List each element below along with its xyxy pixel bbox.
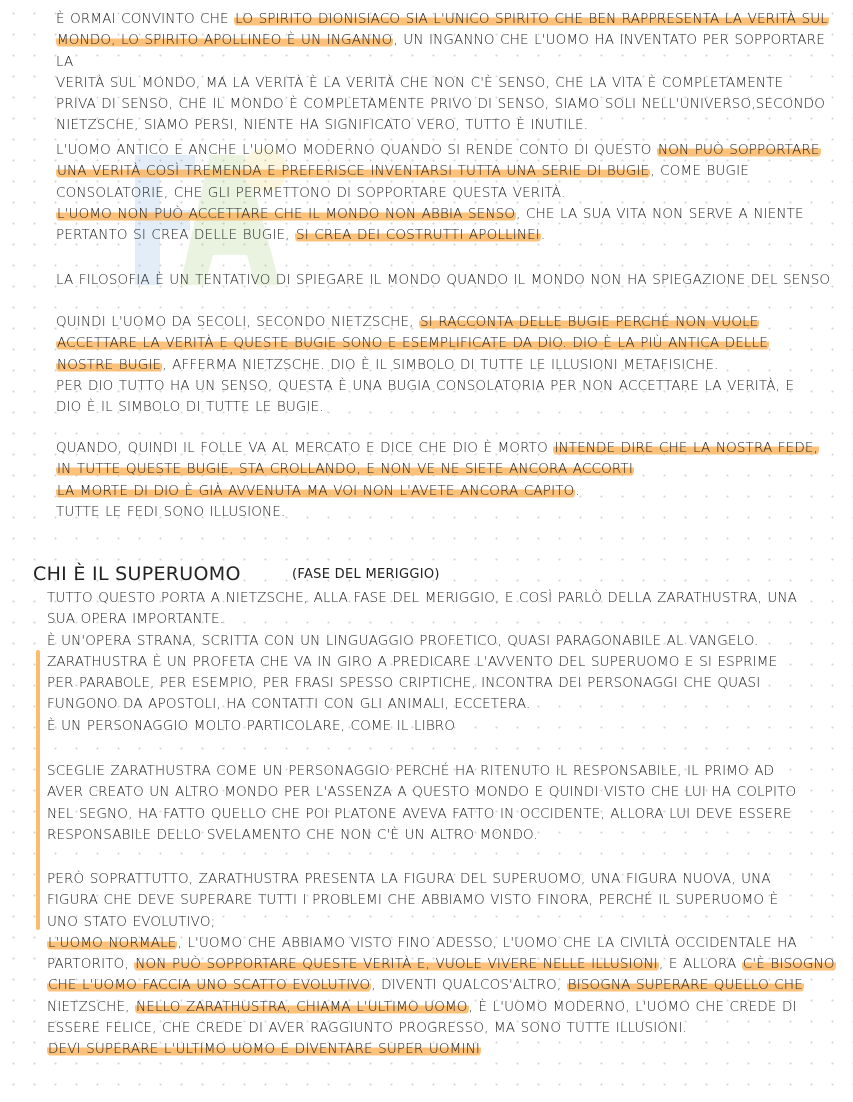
text-line xyxy=(56,333,841,354)
text-line xyxy=(47,1039,837,1060)
highlighted-text: NON PUÒ SOPPORTARE xyxy=(657,142,820,158)
highlighted-text: IN TUTTE QUESTE BUGIE, STA CROLLANDO, E NON VE NE SIETE ANCORA ACCORTI xyxy=(57,461,633,478)
text-line xyxy=(47,716,837,737)
text-line xyxy=(47,825,837,846)
paragraph-8 xyxy=(47,869,837,1061)
highlighted-text: BISOGNA SUPERARE QUELLO CHE xyxy=(567,977,803,994)
text-line xyxy=(56,161,841,182)
highlighted-text: CHE L'UOMO FACCIA UNO SCATTO EVOLUTIVO xyxy=(48,977,371,994)
text-line xyxy=(56,94,841,115)
text-segment: RESPONSABILE DELLO SVELAMENTO CHE NON C'È UN ALTRO MONDO. xyxy=(47,826,538,843)
paragraph-7 xyxy=(47,761,837,846)
text-segment: NIETZSCHE, SIAMO PERSI, NIENTE HA SIGNIFICATO VERO, TUTTO È INUTILE. xyxy=(56,117,589,134)
paragraph-1 xyxy=(56,9,841,137)
text-line xyxy=(56,183,841,204)
text-line xyxy=(56,459,841,480)
text-segment: È UN'OPERA STRANA, SCRITTA CON UN LINGUAGGIO PROFETICO, QUASI PARAGONABILE AL VANGELO. xyxy=(47,632,759,649)
text-line xyxy=(56,225,841,246)
text-line xyxy=(47,869,837,890)
section-title: CHI È IL SUPERUOMO xyxy=(33,563,241,585)
paragraph-2 xyxy=(56,140,841,246)
highlighted-text: NELLO ZARATHUSTRA, CHIAMA L'ULTIMO UOMO xyxy=(136,998,468,1015)
text-line xyxy=(47,954,837,975)
text-line xyxy=(56,397,841,418)
text-line xyxy=(56,376,841,397)
highlighted-text: C'È BISOGNO xyxy=(742,956,835,973)
margin-highlight-bar xyxy=(36,650,40,930)
text-line xyxy=(56,270,841,291)
text-segment: TUTTO QUESTO PORTA A NIETZSCHE, ALLA FASE DEL MERIGGIO, E COSÌ PARLÒ DELLA ZARATHUSTRA, UNA xyxy=(47,590,797,606)
text-line xyxy=(56,502,841,523)
text-segment: , DIVENTI QUALCOS'ALTRO, xyxy=(371,977,567,994)
highlighted-text: UNA VERITÀ COSÌ TREMENDA E PREFERISCE INVENTARSI TUTTA UNA SERIE DI BUGIE xyxy=(57,163,650,180)
paragraph-5 xyxy=(56,438,841,523)
text-line xyxy=(47,804,837,825)
highlighted-text: MONDO, LO SPIRITO APOLLINEO È UN INGANNO xyxy=(57,32,393,49)
section-subtitle: (FASE DEL MERIGGIO) xyxy=(292,567,440,582)
highlighted-text: DEVI SUPERARE L'ULTIMO UOMO E DIVENTARE SUPER UOMINI xyxy=(48,1041,480,1058)
text-segment: , CHE LA SUA VITA NON SERVE A NIENTE xyxy=(516,205,804,222)
text-line xyxy=(56,438,841,459)
text-segment: PARTORITO, xyxy=(47,956,135,973)
text-line xyxy=(56,140,841,161)
text-line xyxy=(47,694,837,715)
highlighted-text: INTENDE DIRE CHE LA NOSTRA FEDE, xyxy=(554,440,819,456)
highlighted-text: L'UOMO NORMALE xyxy=(48,934,177,951)
highlighted-text: NOSTRE BUGIE xyxy=(57,356,162,373)
text-segment: , L'UOMO CHE ABBIAMO VISTO FINO ADESSO, L'UOMO CHE LA CIVILTÀ OCCIDENTALE HA xyxy=(177,934,797,951)
paragraph-3 xyxy=(56,270,841,291)
text-line xyxy=(47,890,837,911)
text-segment: . xyxy=(540,227,546,244)
text-line xyxy=(47,588,837,609)
text-segment: SCEGLIE ZARATHUSTRA COME UN PERSONAGGIO PERCHÉ HA RITENUTO IL RESPONSABILE, IL PRIMO AD xyxy=(47,763,775,779)
highlighted-text: ACCETTARE LA VERITÀ E QUESTE BUGIE SONO E ESEMPLIFICATE DA DIO. DIO È LA PIÙ ANTICA DELLE xyxy=(57,335,768,352)
text-segment: FUNGONO DA APOSTOLI, HA CONTATTI CON GLI ANIMALI, ECCETERA. xyxy=(47,696,531,713)
text-segment: QUINDI L'UOMO DA SECOLI, SECONDO NIETZSCHE, xyxy=(56,314,420,330)
highlighted-text: L'UOMO NON PUÒ ACCETTARE CHE IL MONDO NON ABBIA SENSO xyxy=(57,205,516,222)
text-line xyxy=(47,673,837,694)
text-line xyxy=(56,9,841,30)
text-segment: , UN INGANNO CHE L'UOMO HA INVENTATO PER SOPPORTARE LA xyxy=(56,32,825,70)
text-segment: SUA OPERA IMPORTANTE. xyxy=(47,611,225,628)
text-segment: PER DIO TUTTO HA UN SENSO, QUESTA È UNA BUGIA CONSOLATORIA PER NON ACCETTARE LA VERITÀ, E xyxy=(56,377,795,394)
text-line xyxy=(47,997,837,1018)
text-line xyxy=(47,609,837,630)
text-line xyxy=(47,782,837,803)
text-segment: PERTANTO SI CREA DELLE BUGIE, xyxy=(56,227,296,244)
text-line xyxy=(47,652,837,673)
text-line xyxy=(56,73,841,94)
highlighted-text: NON PUÒ SOPPORTARE QUESTE VERITÀ E, VUOLE VIVERE NELLE ILLUSIONI xyxy=(135,956,658,973)
highlighted-text: LO SPIRITO DIONISIACO SIA L'UNICO SPIRITO CHE BEN RAPPRESENTA LA VERITÀ SUL xyxy=(235,11,828,27)
highlighted-text: LA MORTE DI DIO È GIÀ AVVENUTA MA VOI NON L'AVETE ANCORA CAPITO xyxy=(57,482,575,499)
text-line xyxy=(47,631,837,652)
text-line xyxy=(47,761,837,782)
paragraph-4 xyxy=(56,312,841,418)
text-segment: , E ALLORA xyxy=(658,956,742,973)
text-segment: PRIVA DI SENSO, CHE IL MONDO È COMPLETAMENTE PRIVO DI SENSO, SIAMO SOLI NELL'UNIVERSO,SECONDO xyxy=(56,96,826,113)
text-line xyxy=(47,912,837,933)
text-line xyxy=(56,30,841,73)
text-segment: DIO È IL SIMBOLO DI TUTTE LE BUGIE. xyxy=(56,399,324,416)
text-segment: PER PARABOLE, PER ESEMPIO, PER FRASI SPESSO CRIPTICHE, INCONTRA DEI PERSONAGGI CHE QUASI xyxy=(47,675,761,692)
text-line xyxy=(56,312,841,333)
text-segment: , È L'UOMO MODERNO, L'UOMO CHE CREDE DI xyxy=(468,998,797,1015)
text-segment: , COME BUGIE xyxy=(650,163,749,180)
text-line xyxy=(56,204,841,225)
text-line xyxy=(47,1018,837,1039)
text-segment: NIETZSCHE, xyxy=(47,998,136,1015)
text-segment: FIGURA CHE DEVE SUPERARE TUTTI I PROBLEMI CHE ABBIAMO VISTO FINORA, PERCHÉ IL SUPERUOMO È xyxy=(47,892,779,909)
text-segment: TUTTE LE FEDI SONO ILLUSIONE. xyxy=(56,503,286,520)
text-segment: VERITÀ SUL MONDO, MA LA VERITÀ È LA VERITÀ CHE NON C'È SENSO, CHE LA VITA È COMPLETAMENTE xyxy=(56,74,784,91)
text-line xyxy=(56,481,841,502)
text-segment: LA FILOSOFIA È UN TENTATIVO DI SPIEGARE IL MONDO QUANDO IL MONDO NON HA SPIEGAZIONE DEL SENSO xyxy=(56,272,831,288)
text-line xyxy=(47,933,837,954)
text-segment: ESSERE FELICE, CHE CREDE DI AVER RAGGIUNTO PROGRESSO, MA SONO TUTTE ILLUSIONI. xyxy=(47,1020,687,1037)
text-segment: AVER CREATO UN ALTRO MONDO PER L'ASSENZA A QUESTO MONDO E QUINDI VISTO CHE LUI HA COLPITO xyxy=(47,784,797,801)
text-segment: QUANDO, QUINDI IL FOLLE VA AL MERCATO E DICE CHE DIO È MORTO xyxy=(56,440,554,456)
paragraph-6 xyxy=(47,588,837,737)
text-segment: ZARATHUSTRA È UN PROFETA CHE VA IN GIRO A PREDICARE L'AVVENTO DEL SUPERUOMO E SI ESPRIME xyxy=(47,653,778,670)
text-line xyxy=(47,975,837,996)
text-segment: È UN PERSONAGGIO MOLTO PARTICOLARE, COME IL LIBRO xyxy=(47,717,456,734)
text-segment: NEL SEGNO, HA FATTO QUELLO CHE POI PLATONE AVEVA FATTO IN OCCIDENTE, ALLORA LUI DEVE ESSERE xyxy=(47,805,792,822)
text-segment: L'UOMO ANTICO E ANCHE L'UOMO MODERNO QUANDO SI RENDE CONTO DI QUESTO xyxy=(56,142,657,158)
text-segment: CONSOLATORIE, CHE GLI PERMETTONO DI SOPPORTARE QUESTA VERITÀ. xyxy=(56,184,566,201)
text-segment: , AFFERMA NIETZSCHE. DIO È IL SIMBOLO DI TUTTE LE ILLUSIONI METAFISICHE. xyxy=(162,356,719,373)
text-line xyxy=(56,115,841,136)
text-segment: UNO STATO EVOLUTIVO; xyxy=(47,913,216,930)
text-segment: . xyxy=(575,482,580,499)
text-line xyxy=(56,355,841,376)
text-segment: È ORMAI CONVINTO CHE xyxy=(56,11,235,27)
highlighted-text: SI RACCONTA DELLE BUGIE PERCHÉ NON VUOLE xyxy=(420,314,759,330)
highlighted-text: SI CREA DEI COSTRUTTI APOLLINEI xyxy=(296,227,540,244)
text-segment: PERÒ SOPRATTUTTO, ZARATHUSTRA PRESENTA LA FIGURA DEL SUPERUOMO, UNA FIGURA NUOVA, UNA xyxy=(47,871,771,887)
